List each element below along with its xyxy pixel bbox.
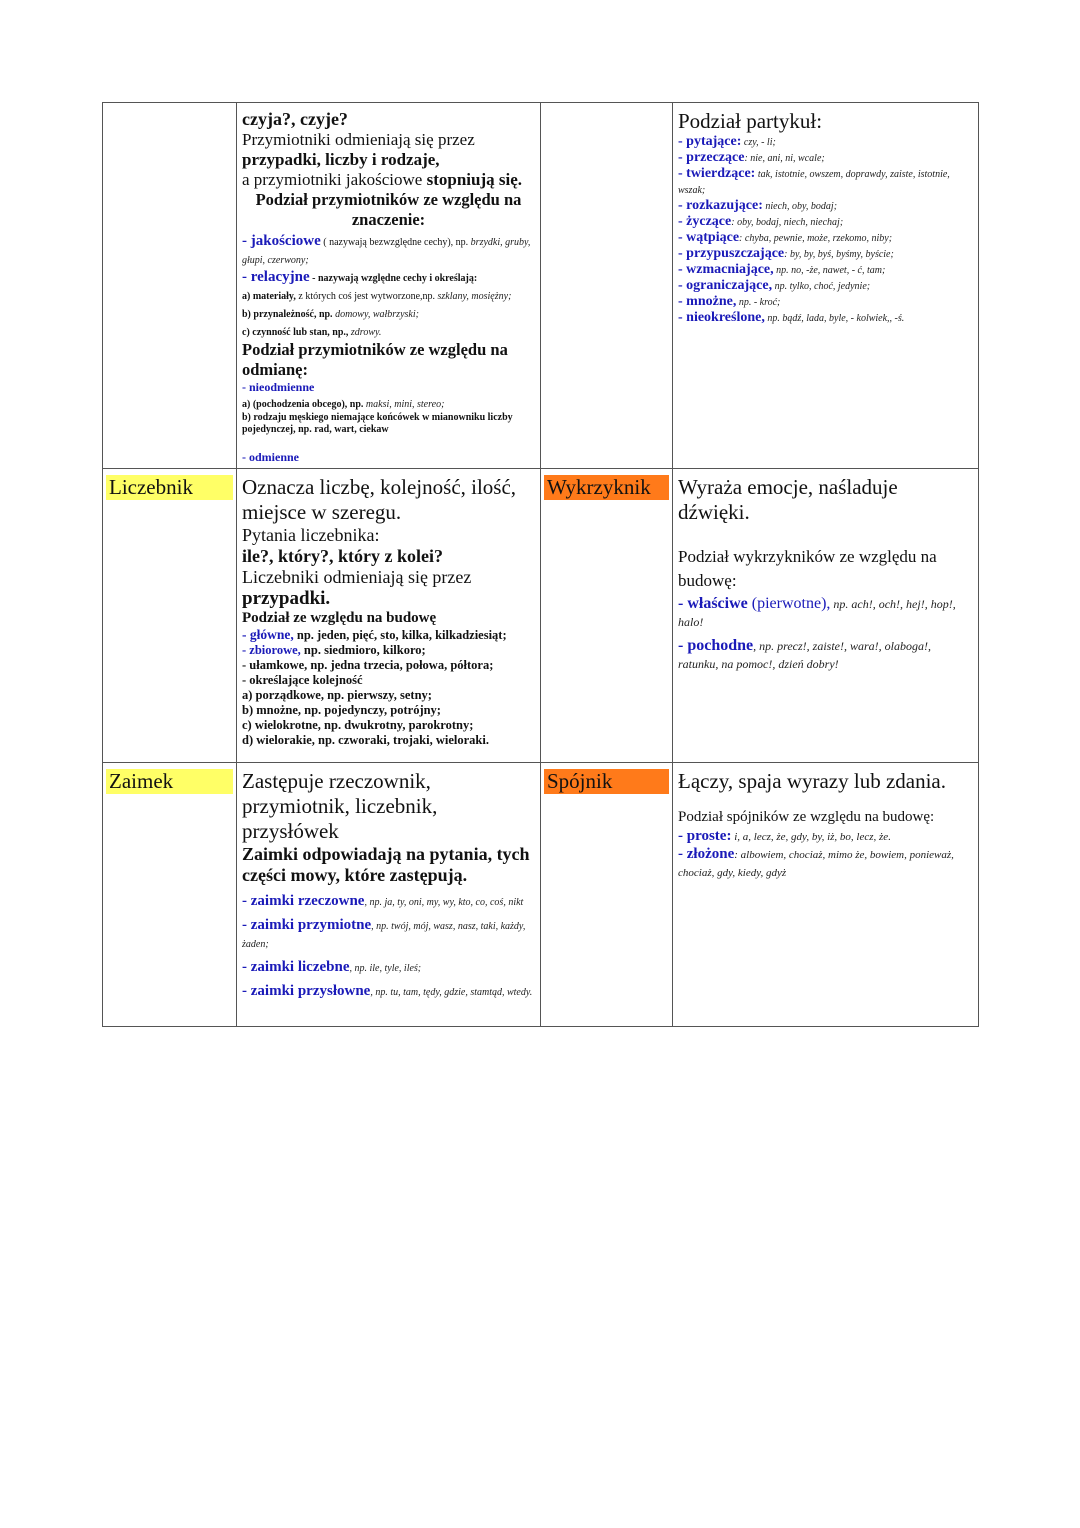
item-example: szklany, mosiężny; — [437, 291, 512, 302]
numeral-questions: ile?, który?, który z kolei? — [242, 546, 443, 566]
adjective-inflection-line: Przymiotniki odmieniają się przez — [242, 130, 475, 149]
adjective-relative-c — [242, 322, 535, 340]
item-example: : albowiem, chociaż, mimo że, bowiem, ponieważ, chociaż, gdy, kiedy, gdyż — [678, 849, 954, 879]
numeral-collective — [242, 643, 535, 658]
item-example: , np. ja, ty, oni, my, wy, kto, co, coś, nikt — [364, 897, 524, 908]
item-example: niech, oby, bodaj; — [762, 201, 838, 212]
item-text: np. siedmioro, kilkoro; — [300, 643, 426, 657]
gradation-bold: stopniują się. — [426, 170, 523, 189]
list-item — [678, 166, 973, 198]
indeclinable-a — [242, 394, 535, 412]
list-item — [678, 294, 973, 310]
interjection-heading: Podział wykrzykników ze względu na budowę: — [678, 547, 937, 590]
pronoun-description-cell — [237, 763, 541, 1027]
gradation-text: a przymiotniki jakościowe — [242, 170, 427, 189]
keyword: - wzmacniające, — [678, 262, 774, 277]
adjective-description-cell — [237, 103, 541, 469]
item-example: tak, istotnie, owszem, doprawdy, zaiste, istotnie, wszak; — [678, 169, 950, 196]
list-item — [242, 916, 535, 952]
keyword: - zaimki liczebne — [242, 959, 350, 975]
item-example: : chyba, pewnie, może, rzekomo, niby; — [739, 233, 893, 244]
list-item — [678, 134, 973, 150]
item-example: zdrowy. — [350, 327, 382, 338]
empty-label-cell — [103, 103, 237, 469]
interjection-label: Wykrzyknik — [544, 475, 669, 500]
interjection-proper — [678, 595, 973, 631]
keyword: - zaimki przysłowne — [242, 983, 371, 999]
numeral-manifold: d) wielorakie, np. czworaki, trojaki, wieloraki. — [242, 733, 489, 747]
pronoun-definition: Zastępuje rzeczownik, przymiotnik, liczebnik, przysłówek — [242, 769, 438, 843]
label-cell — [541, 763, 673, 1027]
item-example: , np. twój, mój, wasz, nasz, taki, każdy, żaden; — [242, 921, 526, 950]
keyword: - właściwe — [678, 595, 748, 612]
pronoun-label: Zaimek — [106, 769, 233, 794]
item-text: b) przynależność, np. — [242, 309, 336, 320]
keyword: - ograniczające, — [678, 278, 773, 293]
adjective-relative-item — [242, 268, 535, 286]
numeral-inflection: Liczebniki odmieniają się przez — [242, 567, 472, 587]
item-text: a) (pochodzenia obcego), np. — [242, 399, 366, 410]
pronoun-questions: Zaimki odpowiadają na pytania, tych części mowy, które zastępują. — [242, 844, 530, 885]
conjunction-description-cell — [673, 763, 979, 1027]
numeral-multiple: c) wielokrotne, np. dwukrotny, parokrotny; — [242, 718, 474, 732]
adjective-quality-item — [242, 232, 535, 268]
declinable-keyword: - odmienne — [242, 450, 299, 464]
item-example: domowy, wałbrzyski; — [335, 309, 419, 320]
table-row — [103, 469, 979, 763]
keyword: - zbiorowe, — [242, 643, 301, 657]
table-row — [103, 103, 979, 469]
list-item — [678, 230, 973, 246]
adjective-inflection-heading: Podział przymiotników ze względu na odmianę: — [242, 340, 508, 379]
interjection-definition: Wyraża emocje, naśladuje dźwięki. — [678, 475, 898, 524]
list-item — [242, 982, 535, 1000]
keyword: - życzące — [678, 214, 732, 229]
keyword: - wątpiące — [678, 230, 740, 245]
item-text: - nazywają względne cechy i określają: — [309, 273, 478, 284]
keyword: - relacyjne — [242, 269, 310, 285]
interjection-description-cell — [673, 469, 979, 763]
label-cell — [103, 469, 237, 763]
item-example: maksi, mini, stereo; — [365, 399, 445, 410]
interjection-derived — [678, 637, 973, 673]
item-text: (pierwotne), — [747, 595, 831, 612]
numeral-fractional: - ułamkowe, np. jedna trzecia, połowa, półtora; — [242, 658, 494, 672]
item-example: , np. tu, tam, tędy, gdzie, stamtąd, wtedy. — [370, 987, 533, 998]
item-example: np. tylko, choć, jedynie; — [772, 281, 871, 292]
keyword: - przypuszczające — [678, 246, 785, 261]
numeral-definition: Oznacza liczbę, kolejność, ilość, miejsce w szeregu. — [242, 475, 517, 524]
keyword: - twierdzące: — [678, 166, 756, 181]
item-example: np. - kroć; — [736, 297, 781, 308]
item-example: czy, - li; — [741, 137, 776, 148]
item-text: ( nazywają bezwzględne cechy), np. — [320, 237, 471, 248]
item-example: , np. precz!, zaiste!, wara!, olaboga!, ratunku, na pomoc!, dzień dobry! — [678, 639, 931, 671]
keyword: - zaimki rzeczowne — [242, 893, 365, 909]
numeral-questions-label: Pytania liczebnika: — [242, 525, 380, 545]
label-cell — [103, 763, 237, 1027]
list-item — [242, 958, 535, 976]
indeclinable-b: b) rodzaju męskiego niemające końcówek w mianowniku liczby pojedynczej, np. rad, wart, ciekaw — [242, 412, 513, 435]
parts-of-speech-table — [102, 102, 979, 1027]
keyword: - przeczące — [678, 150, 745, 165]
adjective-meaning-heading: Podział przymiotników ze względu na znaczenie: — [255, 190, 522, 229]
list-item — [678, 150, 973, 166]
keyword: - rozkazujące: — [678, 198, 763, 213]
table-row — [103, 763, 979, 1027]
numeral-cardinal — [242, 627, 535, 643]
numeral-description-cell — [237, 469, 541, 763]
item-text: z których coś jest wytworzone,np. — [295, 291, 438, 302]
conjunction-heading: Podział spójników ze względu na budowę: — [678, 809, 935, 825]
numeral-structure-heading: Podział ze względu na budowę — [242, 610, 437, 626]
conjunction-definition: Łączy, spaja wyrazy lub zdania. — [678, 769, 947, 793]
numeral-label: Liczebnik — [106, 475, 233, 500]
keyword: - mnożne, — [678, 294, 737, 309]
item-example: : by, by, byś, byśmy, byście; — [784, 249, 894, 260]
list-item — [678, 262, 973, 278]
numeral-inflection-cases: przypadki. — [242, 588, 331, 609]
item-example: np. no, -że, nawet, - ć, tam; — [773, 265, 886, 276]
adjective-relative-a — [242, 286, 535, 304]
keyword: - nieokreślone, — [678, 310, 765, 325]
item-example: i, a, lecz, że, gdy, by, iż, bo, lecz, że. — [731, 831, 891, 843]
numeral-multiplicative: b) mnożne, np. pojedynczy, potrójny; — [242, 703, 441, 717]
item-example: np. bądź, lada, byle, - kolwiek,, -ś. — [764, 313, 905, 324]
label-cell — [541, 469, 673, 763]
keyword: - główne, — [242, 627, 294, 642]
list-item — [678, 198, 973, 214]
list-item — [678, 214, 973, 230]
keyword: - złożone — [678, 846, 735, 862]
conjunction-compound — [678, 845, 973, 881]
adjective-inflection-categories: przypadki, liczby i rodzaje, — [242, 150, 440, 169]
keyword: - proste: — [678, 828, 732, 844]
item-example: brzydki, gruby, głupi, czerwony; — [242, 237, 531, 266]
keyword: - jakościowe — [242, 233, 321, 249]
keyword: - zaimki przymiotne — [242, 917, 372, 933]
indeclinable-keyword: - nieodmienne — [242, 380, 315, 394]
adjective-questions: czyja?, czyje? — [242, 109, 348, 129]
particle-title: Podział partykuł: — [678, 109, 823, 133]
keyword: - pochodne — [678, 637, 754, 654]
item-example: np. ach!, och!, hej!, hop!, halo! — [678, 597, 956, 629]
particle-description-cell — [673, 103, 979, 469]
item-text: np. jeden, pięć, sto, kilka, kilkadziesiąt; — [293, 628, 507, 642]
numeral-ordering: - określające kolejność — [242, 673, 363, 687]
numeral-ordinal: a) porządkowe, np. pierwszy, setny; — [242, 688, 432, 702]
item-example: , np. ile, tyle, ileś; — [349, 963, 422, 974]
list-item — [678, 278, 973, 294]
empty-label-cell — [541, 103, 673, 469]
item-example: : oby, bodaj, niech, niechaj; — [731, 217, 844, 228]
item-text: a) materiały, — [242, 291, 296, 302]
adjective-relative-b — [242, 304, 535, 322]
conjunction-label: Spójnik — [544, 769, 669, 794]
list-item — [242, 892, 535, 910]
item-example: : nie, ani, ni, wcale; — [744, 153, 825, 164]
keyword: - pytające: — [678, 134, 742, 149]
item-text: c) czynność lub stan, np., — [242, 327, 351, 338]
adjective-gradation-line — [242, 170, 535, 190]
conjunction-simple — [678, 827, 973, 845]
list-item — [678, 246, 973, 262]
list-item — [678, 310, 973, 326]
